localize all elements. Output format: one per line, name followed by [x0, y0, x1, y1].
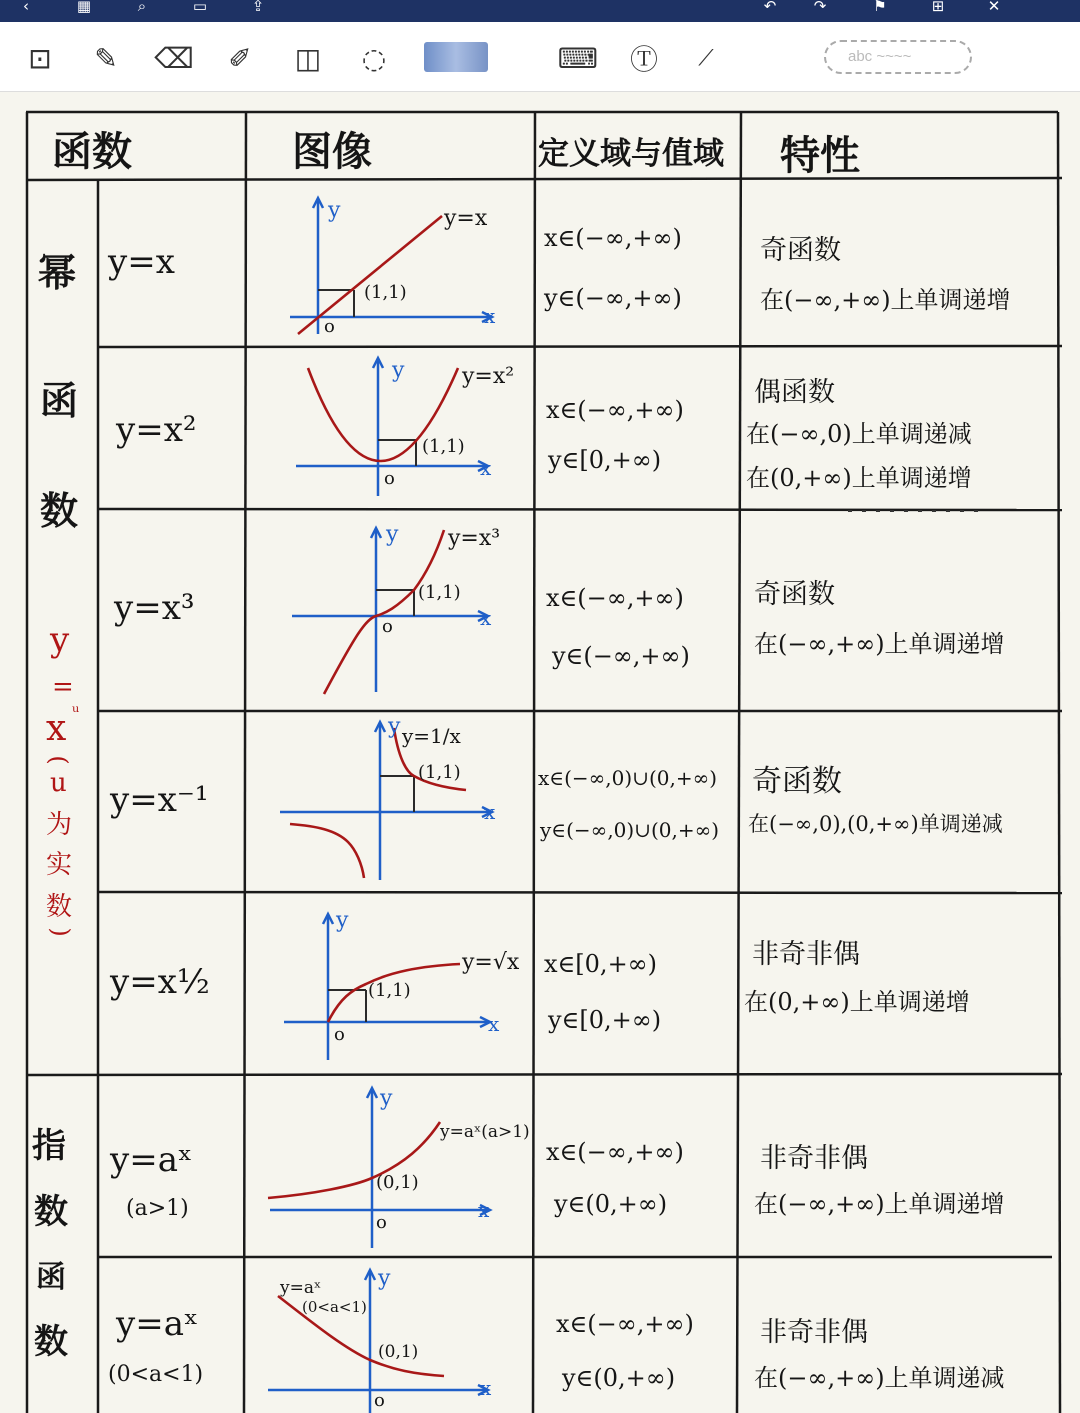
- x-axis-label: x: [480, 1376, 492, 1400]
- property-text: 在(0,+∞)上单调递增: [746, 464, 972, 492]
- drawing-toolbar: [0, 22, 1080, 92]
- origin-label: o: [374, 1390, 385, 1411]
- x-axis-label: x: [480, 606, 492, 630]
- function-formula: y=aˣ: [116, 1304, 199, 1344]
- bookmark-add-icon[interactable]: ⚑: [873, 0, 887, 15]
- graph-label-condition: (0<a<1): [302, 1298, 367, 1316]
- power-note-char: 为: [46, 810, 73, 840]
- power-note-char: (: [44, 755, 73, 765]
- property-text: 在(−∞,+∞)上单调递减: [754, 1364, 1005, 1392]
- app-title-bar: [0, 0, 1080, 22]
- header-properties: 特性: [780, 132, 860, 179]
- pen-icon[interactable]: ✎: [94, 41, 118, 75]
- search-input[interactable]: abc ~~~~: [824, 40, 972, 74]
- laser-pointer-icon[interactable]: ⟋: [698, 45, 714, 71]
- y-axis-label: y: [336, 908, 349, 933]
- search-icon[interactable]: ⌕: [137, 0, 147, 15]
- text-box-icon[interactable]: Ⓣ: [629, 43, 658, 76]
- lasso-icon[interactable]: ◌: [361, 41, 387, 75]
- range-text: y∈(−∞,+∞): [552, 642, 690, 670]
- keyboard-icon[interactable]: ⌨: [557, 41, 599, 75]
- graph-exponential-growth: [264, 1082, 524, 1252]
- range-text: y∈[0,+∞): [548, 1006, 662, 1034]
- range-text: y∈(−∞,0)∪(0,+∞): [540, 818, 720, 842]
- function-formula: y=x⁻¹: [110, 780, 209, 820]
- point-label: (1,1): [418, 582, 461, 603]
- y-axis-label: y: [378, 1266, 391, 1291]
- x-axis-label: x: [488, 1012, 500, 1036]
- note-page[interactable]: [0, 92, 1080, 1413]
- power-note-char: =: [52, 672, 74, 702]
- graph-label: y=x: [444, 206, 488, 231]
- header-graph: 图像: [292, 128, 372, 175]
- property-text: 在(−∞,+∞)上单调递增: [754, 630, 1005, 658]
- point-label: (1,1): [418, 762, 461, 783]
- property-text: 在(−∞,+∞)上单调递增: [754, 1190, 1005, 1218]
- range-text: y∈(0,+∞): [562, 1364, 676, 1392]
- x-axis-label: x: [484, 800, 496, 824]
- function-condition: (0<a<1): [108, 1362, 204, 1387]
- origin-label: o: [324, 316, 335, 337]
- y-axis-label: y: [388, 714, 401, 739]
- origin-label: o: [384, 468, 395, 489]
- domain-text: x∈(−∞,+∞): [546, 396, 684, 424]
- power-note-char: 数: [46, 892, 73, 922]
- category-exponential-char: 数: [34, 1322, 68, 1362]
- domain-text: x∈[0,+∞): [544, 950, 658, 978]
- range-text: y∈(0,+∞): [554, 1190, 668, 1218]
- power-note-char: ᵘ: [72, 702, 80, 723]
- close-icon[interactable]: ✕: [987, 0, 1001, 15]
- property-title: 偶函数: [754, 377, 835, 408]
- origin-label: o: [376, 1212, 387, 1233]
- point-label: (0,1): [376, 1172, 419, 1193]
- category-power-char: 幂: [38, 250, 77, 295]
- power-note-char: y: [50, 620, 70, 660]
- function-formula: y=x: [108, 242, 175, 282]
- graph-y-equals-inverse-x: [276, 716, 516, 886]
- graph-label: y=aˣ(a>1): [440, 1122, 530, 1142]
- domain-text: x∈(−∞,+∞): [546, 584, 684, 612]
- domain-text: x∈(−∞,+∞): [556, 1310, 694, 1338]
- property-title: 奇函数: [752, 764, 842, 799]
- bookmark-icon[interactable]: ▭: [192, 0, 208, 15]
- origin-label: o: [382, 616, 393, 637]
- property-text: 在(0,+∞)上单调递增: [744, 988, 970, 1016]
- category-power-char: 数: [40, 488, 79, 533]
- undo-icon[interactable]: ↶: [763, 0, 777, 15]
- graph-label: y=aˣ: [280, 1278, 322, 1298]
- y-axis-label: y: [392, 358, 405, 383]
- x-axis-label: x: [484, 304, 496, 328]
- category-power-char: 函: [40, 378, 79, 423]
- media-icon[interactable]: [424, 42, 488, 72]
- x-axis-label: x: [478, 1198, 490, 1222]
- graph-label: y=√x: [462, 950, 520, 975]
- point-label: (0,1): [378, 1342, 419, 1362]
- grid-icon[interactable]: ▦: [76, 0, 92, 15]
- eraser-icon[interactable]: ⌫: [154, 41, 194, 75]
- range-text: y∈(−∞,+∞): [544, 284, 682, 312]
- function-formula: y=x²: [116, 410, 197, 450]
- power-note-char: x: [46, 708, 67, 749]
- point-label: (1,1): [364, 282, 407, 303]
- y-axis-label: y: [386, 522, 399, 547]
- power-note-char: ): [46, 927, 75, 937]
- origin-label: o: [334, 1024, 345, 1045]
- domain-text: x∈(−∞,+∞): [546, 1138, 684, 1166]
- share-icon[interactable]: ⇪: [251, 0, 265, 15]
- function-formula: y=aˣ: [110, 1140, 193, 1180]
- power-note-char: 实: [46, 850, 73, 880]
- property-title: 非奇非偶: [760, 1143, 868, 1174]
- range-text: y∈[0,+∞): [548, 446, 662, 474]
- category-exponential-char: 指: [32, 1126, 66, 1166]
- add-page-icon[interactable]: ⊡: [28, 41, 52, 75]
- function-formula: y=x½: [110, 962, 210, 1002]
- property-title: 非奇非偶: [752, 939, 860, 970]
- graph-label: y=1/x: [402, 724, 461, 748]
- property-title: 非奇非偶: [760, 1317, 868, 1348]
- highlighter-icon[interactable]: ✐: [228, 41, 252, 75]
- stray-dashes: [848, 508, 988, 514]
- property-title: 奇函数: [760, 235, 841, 266]
- function-condition: (a>1): [126, 1196, 189, 1221]
- shapes-icon[interactable]: ◫: [294, 41, 322, 75]
- graph-label: y=x²: [462, 364, 515, 389]
- function-formula: y=x³: [114, 588, 195, 628]
- property-title: 奇函数: [754, 579, 835, 610]
- y-axis-label: y: [380, 1086, 393, 1111]
- category-exponential-char: 函: [36, 1260, 66, 1295]
- point-label: (1,1): [422, 436, 465, 457]
- redo-icon[interactable]: ↷: [813, 0, 827, 15]
- power-note-char: u: [50, 768, 67, 798]
- header-domain-range: 定义域与值域: [538, 136, 724, 172]
- graph-label: y=x³: [448, 526, 501, 551]
- domain-text: x∈(−∞,+∞): [544, 224, 682, 252]
- property-text: 在(−∞,+∞)上单调递增: [760, 286, 1011, 314]
- category-exponential-char: 数: [34, 1192, 68, 1232]
- point-label: (1,1): [368, 980, 411, 1001]
- property-text: 在(−∞,0),(0,+∞)单调递减: [748, 812, 1003, 836]
- y-axis-label: y: [328, 198, 341, 223]
- domain-text: x∈(−∞,0)∪(0,+∞): [538, 766, 718, 790]
- x-axis-label: x: [480, 456, 492, 480]
- header-function: 函数: [52, 128, 132, 175]
- back-icon[interactable]: ‹: [23, 0, 29, 15]
- add-page-icon[interactable]: ⊞: [931, 0, 945, 15]
- property-text: 在(−∞,0)上单调递减: [746, 420, 972, 448]
